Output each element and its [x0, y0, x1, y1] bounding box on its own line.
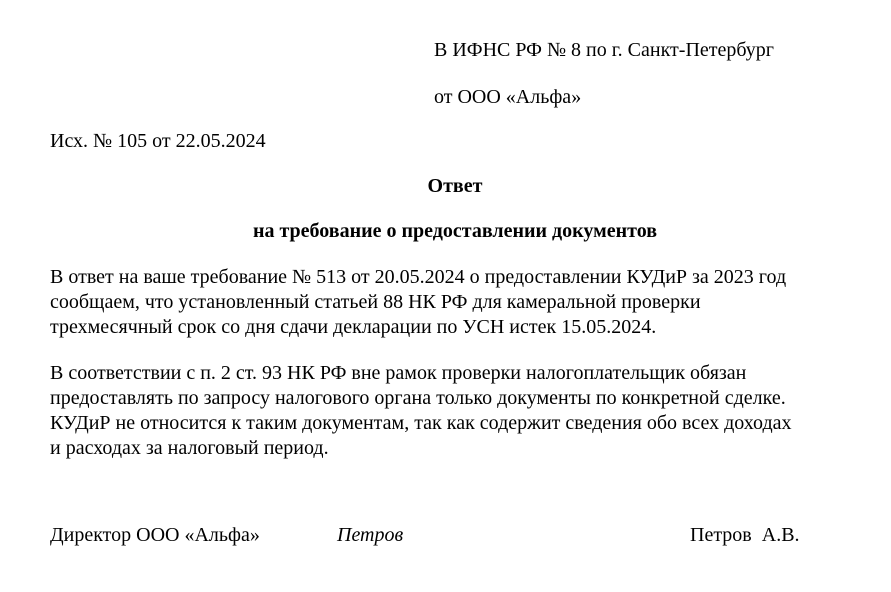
sender-line: от ООО «Альфа»: [434, 86, 582, 108]
paragraph-line: КУДиР не относится к таким документам, так как содержит сведения обо всех доходах: [50, 412, 792, 434]
document-title: Ответ: [427, 175, 483, 197]
outgoing-reference: Исх. № 105 от 22.05.2024: [50, 130, 266, 152]
paragraph-line: В ответ на ваше требование № 513 от 20.05.2024 о предоставлении КУДиР за 2023 год: [50, 266, 787, 288]
paragraph-line: В соответствии с п. 2 ст. 93 НК РФ вне рамок проверки налогоплательщик обязан: [50, 362, 747, 384]
body-paragraph-2: [50, 361, 870, 461]
document-subtitle: на требование о предоставлении документов: [252, 220, 658, 242]
handwritten-signature: Петров: [337, 524, 404, 546]
paragraph-line: сообщаем, что установленный статьей 88 НК РФ для камеральной проверки: [50, 291, 701, 313]
paragraph-line: трехмесячный срок со дня сдачи декларации по УСН истек 15.05.2024.: [50, 316, 657, 338]
body-paragraph-1: [50, 265, 870, 340]
signer-name: Петров А.В.: [690, 524, 800, 546]
paragraph-line: предоставлять по запросу налогового органа только документы по конкретной сделке.: [50, 387, 786, 409]
signer-position: Директор ООО «Альфа»: [50, 524, 260, 546]
paragraph-line: и расходах за налоговый период.: [50, 437, 329, 459]
addressee-line: В ИФНС РФ № 8 по г. Санкт-Петербург: [434, 39, 775, 61]
signature-block: [0, 523, 891, 548]
